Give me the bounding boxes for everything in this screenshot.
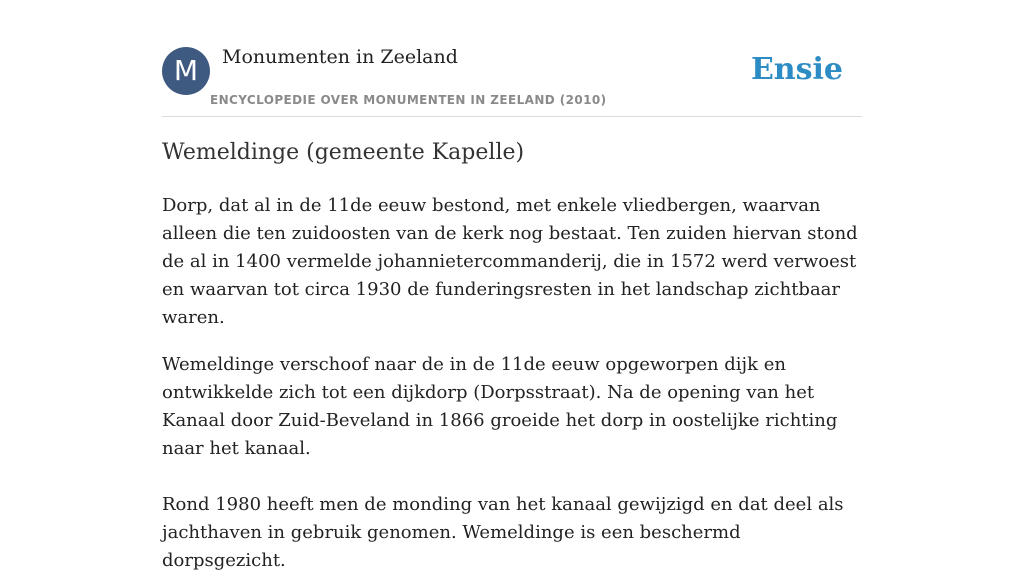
article-title: Wemeldinge (gemeente Kapelle)	[162, 140, 525, 165]
book-subtitle: ENCYCLOPEDIE OVER MONUMENTEN IN ZEELAND (2010)	[210, 93, 607, 107]
article-body	[162, 192, 862, 575]
article-paragraph: Wemeldinge verschoof naar de in de 11de eeuw opgeworpen dijk en ontwikkelde zich tot een dijkdorp (Dorpsstraat). Na de opening van het Kanaal door Zuid-Beveland in 1866 groeide het dorp in oostelijke richting naar het kanaal.	[162, 354, 838, 459]
article-paragraph: Rond 1980 heeft men de monding van het kanaal gewijzigd en dat deel als jachthaven in gebruik genomen. Wemeldinge is een beschermd dorpsgezicht.	[162, 494, 844, 571]
avatar[interactable]: M	[162, 47, 210, 95]
article-paragraph: Dorp, dat al in de 11de eeuw bestond, met enkele vliedbergen, waarvan alleen die ten zuidoosten van de kerk nog bestaat. Ten zuiden hiervan stond de al in 1400 vermelde johannietercommanderij, die in 1572 werd verwoest en waarvan tot circa 1930 de funderingsresten in het landschap zichtbaar waren.	[162, 195, 858, 328]
book-title-link[interactable]: Monumenten in Zeeland	[222, 46, 458, 68]
brand-logo[interactable]: Ensie	[750, 52, 843, 87]
page-header	[162, 0, 862, 117]
